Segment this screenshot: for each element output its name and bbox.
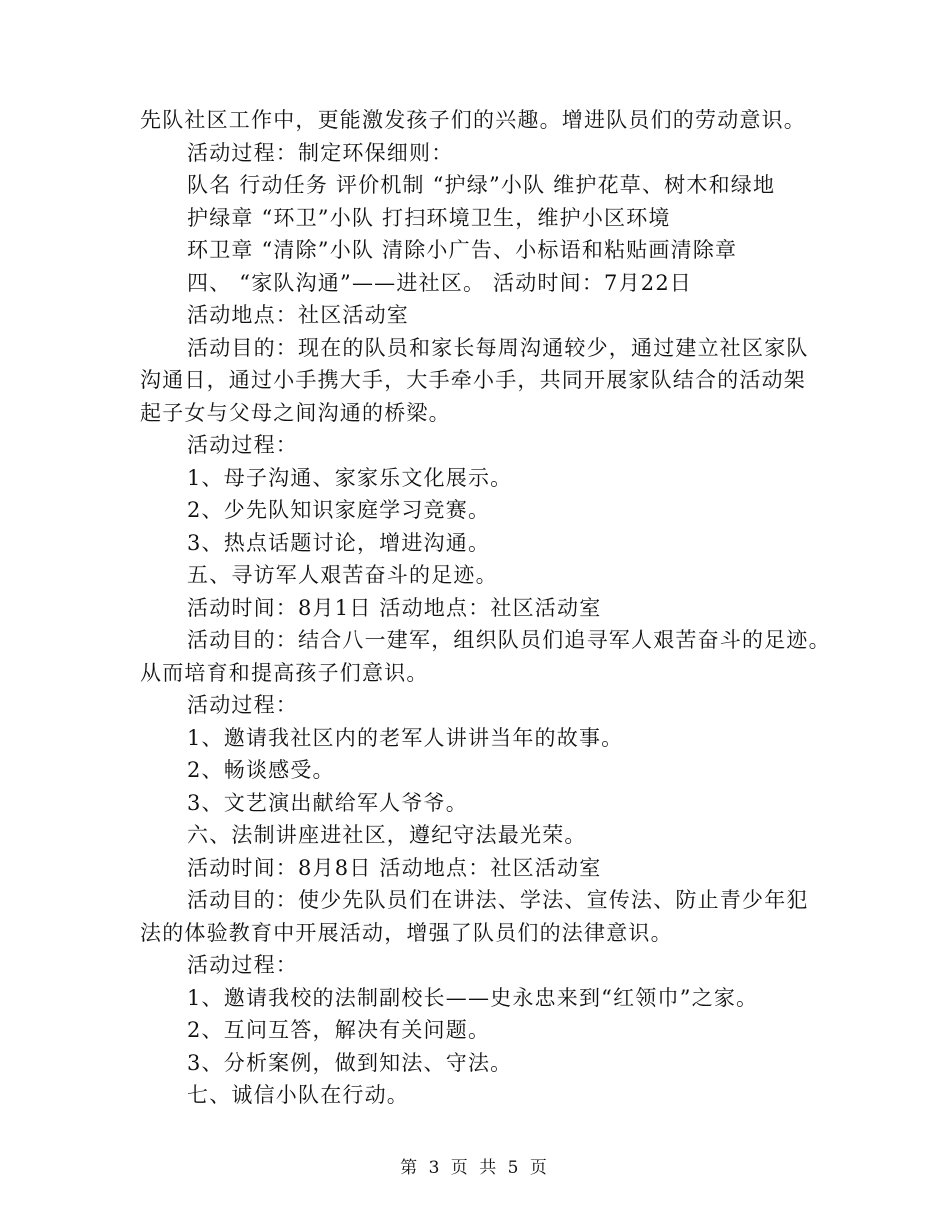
paragraph-line: 活动过程： <box>187 433 298 457</box>
paragraph-line: 队名 行动任务 评价机制 “护绿”小队 维护花草、树木和绿地 <box>187 173 776 197</box>
paragraph-line: 1、母子沟通、家家乐文化展示。 <box>187 465 513 490</box>
paragraph-line: 活动过程：制定环保细则： <box>187 140 454 165</box>
paragraph-line: 3、分析案例，做到知法、守法。 <box>187 1050 513 1075</box>
paragraph-line: 先队社区工作中，更能激发孩子们的兴趣。增进队员们的劳动意识。 <box>140 108 806 132</box>
paragraph-line: 六、法制讲座进社区，遵纪守法最光荣。 <box>187 823 587 847</box>
paragraph-line: 3、热点话题讨论，增进沟通。 <box>187 530 491 555</box>
paragraph-line: 法的体验教育中开展活动，增强了队员们的法律意识。 <box>140 920 673 945</box>
paragraph-line: 1、邀请我社区内的老军人讲讲当年的故事。 <box>187 725 624 750</box>
paragraph-line: 从而培育和提高孩子们意识。 <box>140 660 429 685</box>
paragraph-line: 沟通日，通过小手携大手，大手牵小手，共同开展家队结合的活动架 <box>140 368 806 392</box>
paragraph-line: 起子女与父母之间沟通的桥梁。 <box>140 400 451 425</box>
paragraph-line: 活动过程： <box>187 953 298 977</box>
paragraph-line: 环卫章 “清除”小队 清除小广告、小标语和粘贴画清除章 <box>187 238 738 262</box>
page-number-footer: 第 3 页 共 5 页 <box>400 1158 550 1178</box>
paragraph-line: 活动目的：结合八一建军，组织队员们追寻军人艰苦奋斗的足迹。 <box>187 628 831 652</box>
paragraph-line: 活动目的：使少先队员们在讲法、学法、宣传法、防止青少年犯 <box>187 888 809 912</box>
paragraph-line: 活动过程： <box>187 693 298 717</box>
paragraph-line: 活动时间：8月8日 活动地点：社区活动室 <box>187 855 602 880</box>
paragraph-line: 活动时间：8月1日 活动地点：社区活动室 <box>187 595 602 620</box>
paragraph-line: 2、互问互答，解决有关问题。 <box>187 1018 491 1042</box>
paragraph-line: 2、畅谈感受。 <box>187 758 335 782</box>
paragraph-line: 2、少先队知识家庭学习竞赛。 <box>187 498 491 522</box>
paragraph-line: 1、邀请我校的法制副校长——史永忠来到“红领巾”之家。 <box>187 985 759 1010</box>
document-body <box>140 104 840 1112</box>
paragraph-line: 活动地点：社区活动室 <box>187 303 409 327</box>
paragraph-line: 3、文艺演出献给军人爷爷。 <box>187 790 468 815</box>
paragraph-line: 五、寻访军人艰苦奋斗的足迹。 <box>187 563 498 587</box>
paragraph-line: 七、诚信小队在行动。 <box>187 1083 409 1107</box>
paragraph-line: 活动目的：现在的队员和家长每周沟通较少，通过建立社区家队 <box>187 335 809 360</box>
paragraph-line: 四、 “家队沟通”——进社区。 活动时间：7月22日 <box>187 270 693 295</box>
paragraph-line: 护绿章 “环卫”小队 打扫环境卫生，维护小区环境 <box>187 205 671 230</box>
